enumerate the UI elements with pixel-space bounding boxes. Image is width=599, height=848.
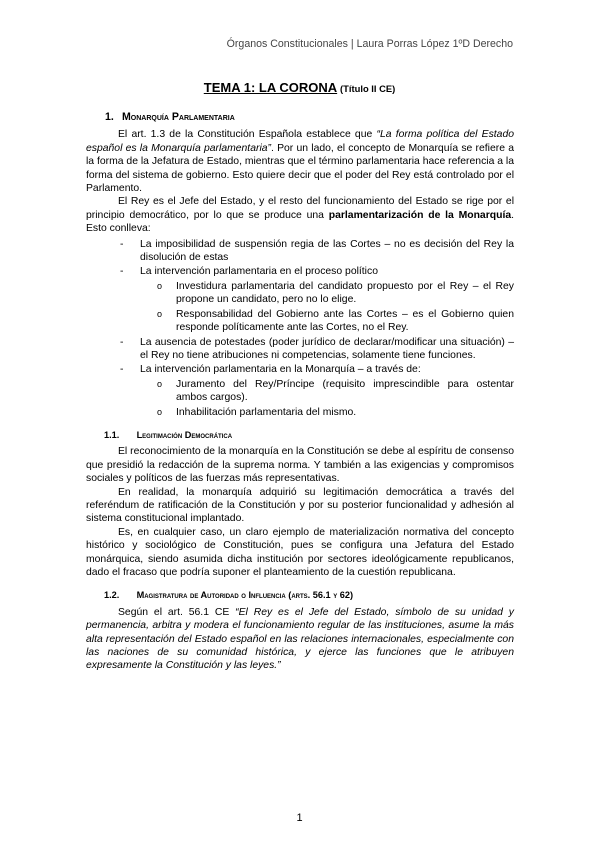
consequences-list — [86, 238, 514, 419]
text-run: Según el art. 56.1 CE — [118, 606, 236, 618]
section-1-1-heading — [86, 429, 514, 442]
bold-run: parlamentarización de la Monarquía — [328, 209, 512, 221]
sub-list-item-text: Responsabilidad del Gobierno ante las Cortes – es el Gobierno quien responde políticamente ante las Cortes, no el Rey. — [176, 308, 514, 334]
list-item — [86, 238, 514, 265]
list-item — [86, 336, 514, 363]
sub-list — [140, 378, 514, 419]
list-item — [86, 363, 514, 419]
sub-list-item-text: Inhabilitación parlamentaria del mismo. — [176, 406, 357, 418]
sub-list-item — [140, 378, 514, 405]
circle-bullet: o — [157, 308, 163, 319]
section-1-2-paragraph-1 — [86, 606, 514, 673]
text-run: El art. 1.3 de la Constitución Española establece que — [118, 129, 377, 141]
section-1-title: Monarquía Parlamentaria — [121, 111, 235, 123]
dash-bullet: - — [120, 336, 124, 348]
quote-run: “La forma política del Estado español es la Monarquía parlamentaria” — [86, 129, 515, 154]
quote-run: “El Rey es el Jefe del Estado, símbolo de su unidad y permanencia, arbitra y modera el funcionamiento regular de las instituciones, asume la más alta representación del Estado español en las relaciones internacionales, especialmente con las naciones de su comunidad histórica, y ejerce las funciones que le atribuyen expresamente la Constitución y las leyes.” — [86, 606, 514, 672]
section-1-number: 1. — [105, 111, 114, 123]
sub-list-item — [140, 308, 514, 335]
title-sub: (Título II CE) — [340, 83, 396, 94]
section-1-1-paragraph-1: El reconocimiento de la monarquía en la Constitución se debe al espíritu de consenso que presidió la redacción de la suprema norma. Y también a las exigencias y compromisos sociales y políticos de las fuerzas más representativas. — [86, 446, 514, 485]
section-1-1-title: Legitimación Democrática — [136, 429, 233, 440]
list-item-text: La ausencia de potestades (poder jurídico de declarar/modificar una situación) – el Rey no tiene atribuciones ni competencias, solamente tiene funciones. — [140, 336, 514, 361]
title-main: TEMA 1: LA CORONA — [203, 80, 338, 95]
sub-list-item-text: Investidura parlamentaria del candidato propuesto por el Rey – el Rey propone un candidato, pero no lo elige. — [176, 280, 514, 306]
spacer — [86, 579, 514, 589]
section-1-paragraph-1 — [86, 128, 514, 195]
sub-list-item — [140, 280, 514, 307]
spacer — [86, 420, 514, 429]
section-1-2-title-suffix: (arts. 56.1 y 62) — [285, 590, 354, 601]
sub-list-item — [140, 406, 514, 419]
dash-bullet: - — [120, 266, 124, 278]
section-1-paragraph-2 — [86, 195, 514, 235]
section-1-2-heading — [86, 589, 514, 602]
circle-bullet: o — [157, 406, 163, 417]
document-title — [0, 81, 599, 96]
document-body — [86, 111, 514, 673]
section-1-2-number: 1.2. — [104, 590, 120, 601]
section-1-1-number: 1.1. — [104, 429, 120, 440]
text-run: El Rey es el Jefe del Estado, y el resto del funcionamiento del Estado se rige por el principio democrático, por lo que se produce una — [86, 196, 514, 221]
dash-bullet: - — [120, 364, 124, 376]
sub-list — [140, 280, 514, 335]
section-1-2-title: Magistratura de Autoridad o Influencia — [136, 590, 286, 601]
circle-bullet: o — [157, 378, 163, 389]
list-item — [86, 265, 514, 334]
section-1-1-paragraph-2: En realidad, la monarquía adquirió su legitimación democrática a través del referéndum de ratificación de la Constitución y por su posterior funcionalidad y adhesión al sistema constitucional implantado. — [86, 486, 514, 525]
sub-list-item-text: Juramento del Rey/Príncipe (requisito imprescindible para ostentar ambos cargos). — [176, 378, 514, 404]
text-run: . Por un lado, el concepto de Monarquía se refiere a la forma de la Jefatura de Estado, mientras que el término parlamentaria hace referencia a la forma del sistema de gobierno. Esto quiere decir que el poder del Rey está controlado por el Parlamento. — [86, 142, 514, 195]
list-item-text: La intervención parlamentaria en la Monarquía – a través de: — [140, 364, 421, 376]
section-1-heading — [86, 111, 514, 124]
circle-bullet: o — [157, 280, 163, 291]
list-item-text: La intervención parlamentaria en el proceso político — [140, 266, 378, 278]
running-header: Órganos Constitucionales | Laura Porras López 1ºD Derecho — [226, 38, 513, 50]
text-run: . Esto conlleva: — [86, 209, 514, 235]
list-item-text: La imposibilidad de suspensión regia de las Cortes – no es decisión del Rey la disolución de estas — [140, 238, 514, 264]
page-number: 1 — [296, 812, 303, 824]
dash-bullet: - — [120, 238, 124, 250]
section-1-1-paragraph-3: Es, en cualquier caso, un claro ejemplo de materialización normativa del concepto histórico y sociológico de Constitución, pues se configura una Jefatura del Estado monárquica, siendo asumida dicha institución por sectores ideológicamente republicanos, dado el fracaso que podría suponer el planteamiento de la cuestión republicana. — [86, 526, 514, 578]
